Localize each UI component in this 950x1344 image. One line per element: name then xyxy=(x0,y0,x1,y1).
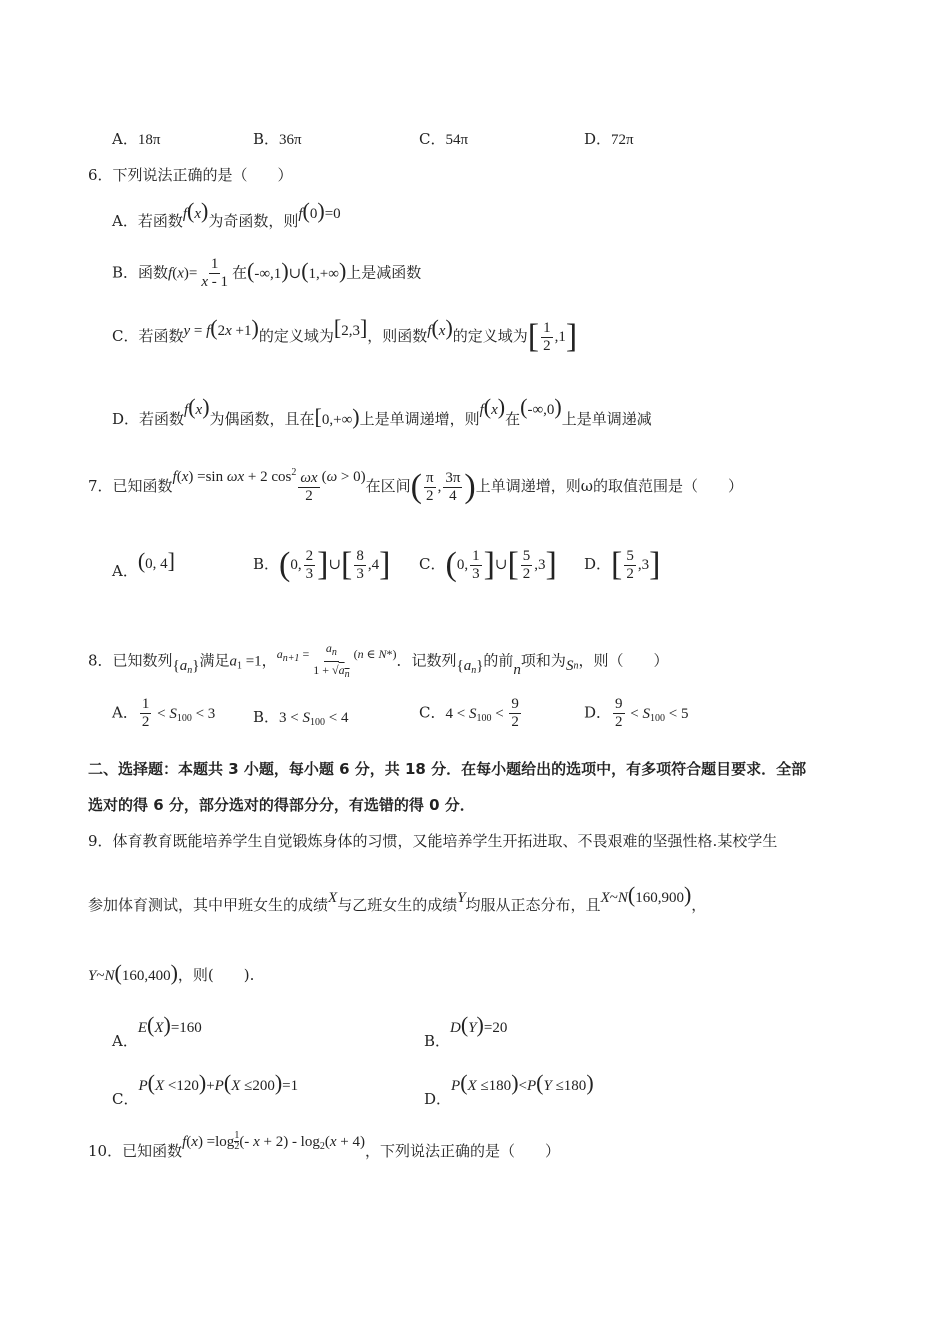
q9-option-a: A．E(X)=160 xyxy=(112,1012,202,1050)
q10-stem: 10．已知函数f(x) =log $\frac{1}{2}$ (- $x + 2) - \log_2(x + 4)$，下列说法正确的是（ ） xyxy=(88,1130,561,1160)
q5-option-d: D．72π xyxy=(584,130,634,148)
q7-option-d: D．[ $\frac{5}{2}$ ,3] xyxy=(584,546,661,583)
q8-option-b: B．$3 < S_{100} < 4$ xyxy=(253,708,349,728)
q7-option-b: B．(0, $\frac{2}{3}$ ]∪[ $\frac{8}{3}$ ,4] xyxy=(253,546,391,583)
q9-option-b: B．D(Y)=20 xyxy=(424,1012,508,1050)
q7-option-a: A．(0, 4] xyxy=(112,548,175,580)
q6-option-a: A．若函数f(x)为奇函数，则f(0)=0 xyxy=(112,198,341,230)
q7-option-c: C．(0, $\frac{1}{3}$ ]∪[ $\frac{5}{2}$ ,3] xyxy=(419,546,557,583)
section-2-heading-line1: 二、选择题：本题共 3 小题，每小题 6 分，共 18 分．在每小题给出的选项中，有多项符合题目要求．全部 xyxy=(88,760,807,778)
q6-option-d: D．若函数f(x)为偶函数，且在[0,+∞)上是单调递增，则f(x)在(-∞,0)上是单调递减 xyxy=(112,394,652,429)
q5-option-a: A．18π xyxy=(112,130,161,148)
q6-option-c: C．若函数y = f(2x +1)的定义域为[2,3]，则函数f(x)的定义域为[ $\frac{1}{2}$ ,1] xyxy=(112,315,578,355)
q8-option-a: A． $\frac{1}{2}$ < $S_{100} < 3$ xyxy=(112,696,216,730)
q9-line1: 9．体育教育既能培养学生自觉锻炼身体的习惯，又能培养学生开拓进取、不畏艰难的坚强性格.某校学生 xyxy=(88,832,778,850)
q8-stem: 8．已知数列$\{a_n\}$满足$a_1 =1$，$^{a_{n+1}}$ = $\frac{a_n}{1 + √a_n}$ $^{(n \in N*)}$．记数列$\{a_n\}$的前n项和为$S_n$，则（ ） xyxy=(88,641,669,680)
q9-line2: 参加体育测试，其中甲班女生的成绩X与乙班女生的成绩Y均服从正态分布，且X~N(160,900)， xyxy=(88,882,707,914)
q8-option-d: D． $\frac{9}{2}$ < $S_{100} < 5$ xyxy=(584,696,689,730)
q6-stem: 6．下列说法正确的是（ ） xyxy=(88,166,293,184)
section-2-heading-line2: 选对的得 6 分，部分选对的得部分分，有选错的得 0 分． xyxy=(88,796,475,814)
q7-stem: 7．已知函数f(x) =sin ωx + 2 $\cos^2$ $\frac{\omega x}{2}$ (ω > 0)在区间( $\frac{\pi}{2}$ , $\frac{3\pi}{4}$ )上单调递增，则ω的取值范围是（ ） xyxy=(88,467,743,505)
q9-option-c: C．P(X <120)+P(X ≤200)=1 xyxy=(112,1070,299,1108)
q5-option-c: C．54π xyxy=(419,130,469,148)
q8-option-c: C．$4 < S_{100}$ < $\frac{9}{2}$ xyxy=(419,696,519,730)
q9-line3: Y~N(160,400)，则( ). xyxy=(88,960,255,985)
q5-option-b: B．36π xyxy=(253,130,302,148)
q6-option-b: B．函数f(x)= $\frac{1}{x - 1}$ 在(-∞,1)∪(1,+∞)上是减函数 xyxy=(112,256,422,290)
q9-option-d: D．P(X ≤180)<P(Y ≤180) xyxy=(424,1070,594,1108)
